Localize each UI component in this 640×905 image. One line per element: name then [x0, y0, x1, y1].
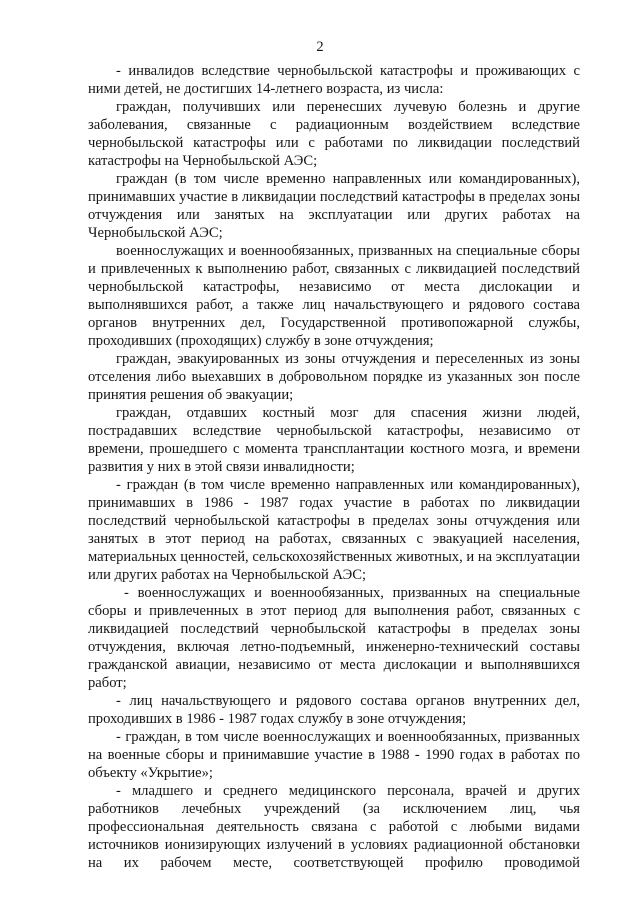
- document-body: [88, 62, 580, 872]
- paragraph-evacuated-citizens: граждан, эвакуированных из зоны отчуждения и переселенных из зоны отселения либо выехавших в добровольном порядке из указанных зон после принятия решения об эвакуации;: [88, 351, 580, 403]
- paragraph-1986-1987-participants: - граждан (в том числе временно направленных или командированных), принимавших в 1986 - 1987 годах участие в работах по ликвидации последствий чернобыльской катастрофы в пределах зоны отчуждения или занятых в этот период на работах, связанных с эвакуацией населения, материальных ценностей, сельскохозяйственных животных, и на эксплуатации или других работах на Чернобыльской АЭС;: [88, 477, 580, 583]
- page-number: 2: [316, 39, 324, 55]
- paragraph-bone-marrow-donors: граждан, отдавших костный мозг для спасения жизни людей, пострадавших вследствие чернобыльской катастрофы, независимо от времени, прошедшего с момента трансплантации костного мозга, и времени развития у них в этой связи инвалидности;: [88, 405, 580, 475]
- paragraph-disabled-persons: - инвалидов вследствие чернобыльской катастрофы и проживающих с ними детей, не достигших 14-летнего возраста, из числа:: [88, 63, 580, 97]
- paragraph-medical-personnel: - младшего и среднего медицинского персонала, врачей и других работников лечебных учреждений (за исключением лиц, чья профессиональная деятельность связана с работой с любыми видами источников ионизирующих излучений в условиях радиационной обстановки на их рабочем месте, соответствующей профилю проводимой: [88, 783, 580, 871]
- paragraph-radiation-sickness: граждан, получивших или перенесших лучевую болезнь и другие заболевания, связанные с радиационным воздействием вследствие чернобыльской катастрофы или с работами по ликвидации последствий катастрофы на Чернобыльской АЭС;: [88, 99, 580, 169]
- paragraph-military-1986-1987: - военнослужащих и военнообязанных, призванных на специальные сборы и привлеченных в этот период для выполнения работ, связанных с ликвидацией последствий чернобыльской катастрофы в пределах зоны отчуждения, включая летно-подъемный, инженерно-технический составы гражданской авиации, независимо от места дислокации и выполнявшихся работ;: [88, 585, 580, 691]
- paragraph-internal-affairs-staff: - лиц начальствующего и рядового состава органов внутренних дел, проходивших в 1986 - 1987 годах службу в зоне отчуждения;: [88, 693, 580, 727]
- paragraph-military-servicemen: военнослужащих и военнообязанных, призванных на специальные сборы и привлеченных к выполнению работ, связанных с ликвидацией последствий чернобыльской катастрофы, независимо от места дислокации и выполнявшихся работ, а также лиц начальствующего и рядового состава органов внутренних дел, Государственной противопожарной службы, проходивших (проходящих) службу в зоне отчуждения;: [88, 243, 580, 349]
- paragraph-liquidation-participants: граждан (в том числе временно направленных или командированных), принимавших участие в ликвидации последствий катастрофы в пределах зоны отчуждения или занятых на эксплуатации или других работах на Чернобыльской АЭС;: [88, 171, 580, 241]
- paragraph-shelter-object-workers: - граждан, в том числе военнослужащих и военнообязанных, призванных на военные сборы и принимавшие участие в 1988 - 1990 годах в работах по объекту «Укрытие»;: [88, 729, 580, 781]
